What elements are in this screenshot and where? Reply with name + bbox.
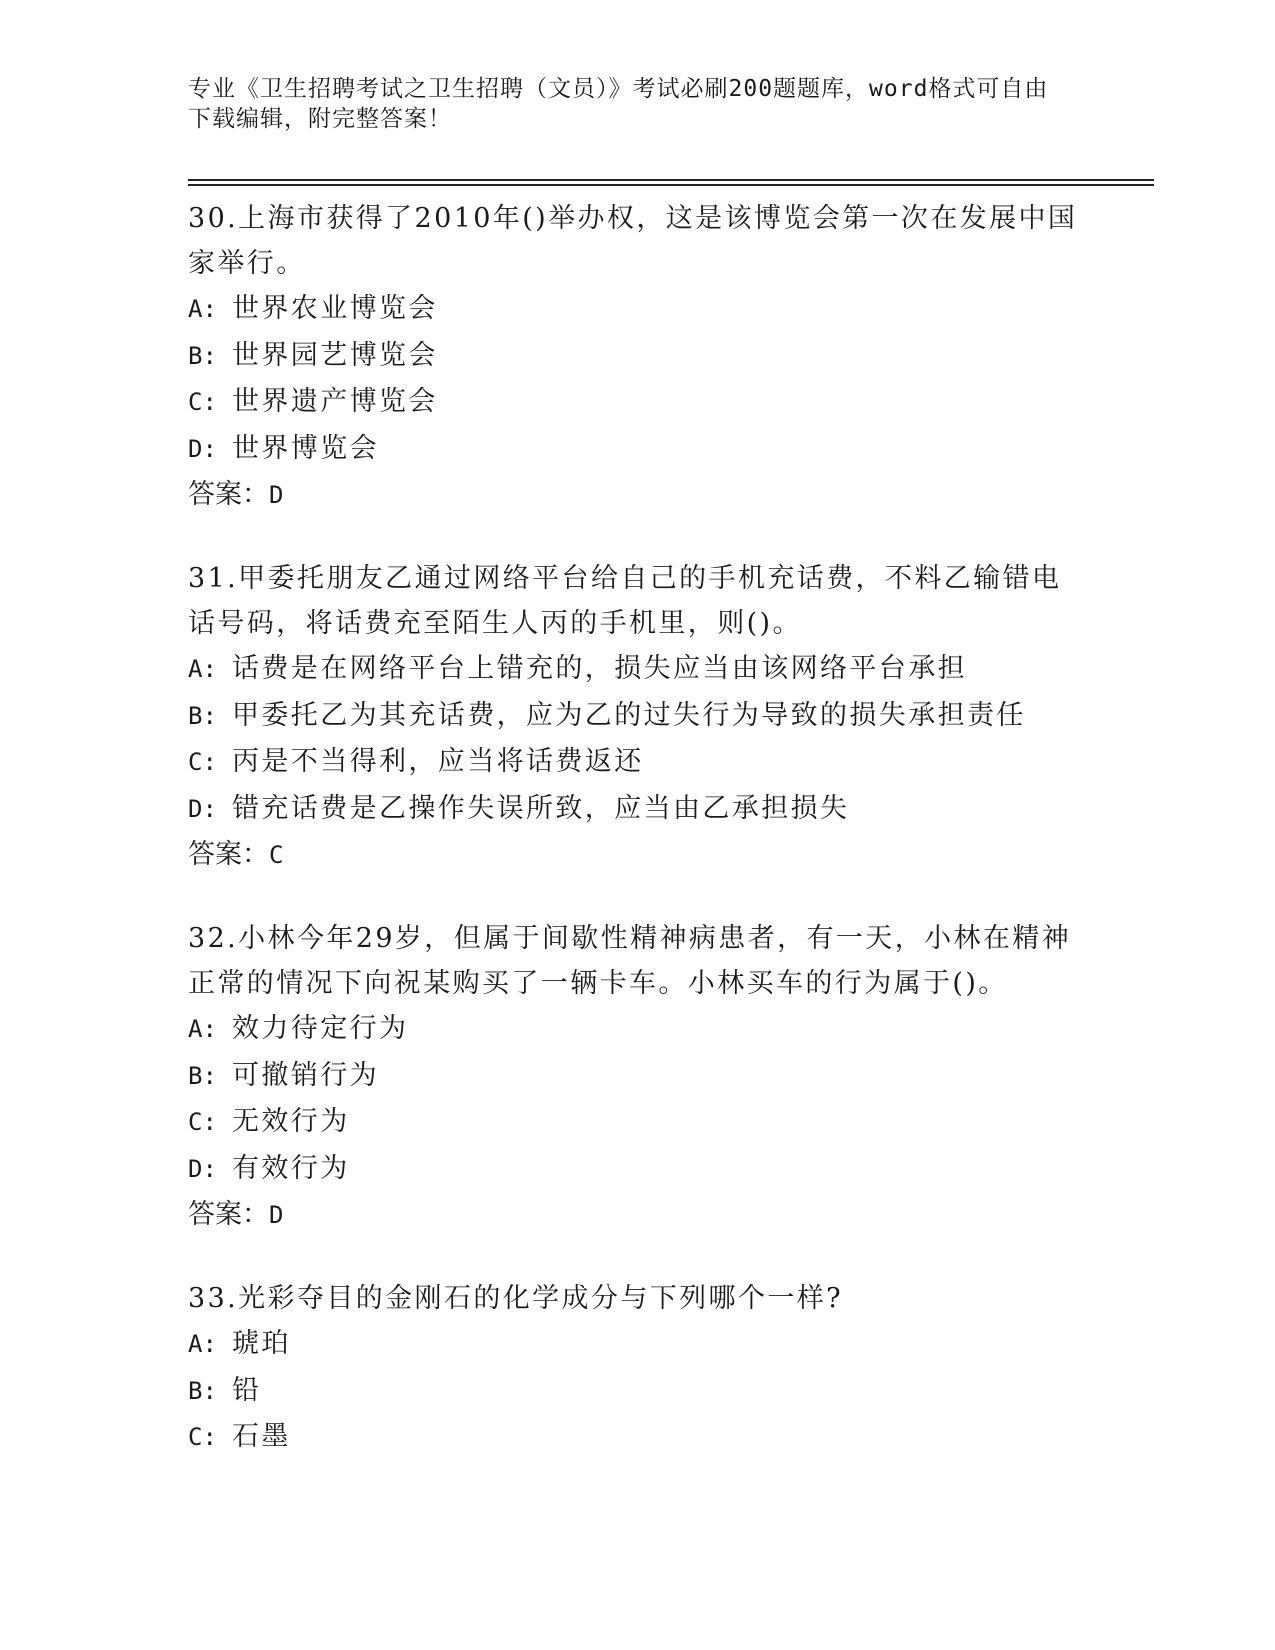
option-key: A: xyxy=(188,1330,217,1358)
option-a xyxy=(188,1006,1088,1053)
answer-value: D xyxy=(269,1201,284,1229)
option-key: A: xyxy=(188,295,217,323)
option-c xyxy=(188,379,1088,426)
question-stem: 32.小林今年29岁，但属于间歇性精神病患者，有一天，小林在精神正常的情况下向祝某购买了一辆卡车。小林买车的行为属于()。 xyxy=(188,923,1072,999)
option-key: C: xyxy=(188,748,217,776)
question-stem: 31.甲委托朋友乙通过网络平台给自己的手机充话费，不料乙输错电话号码，将话费充至陌生人丙的手机里，则()。 xyxy=(188,563,1062,639)
option-text: 铅 xyxy=(232,1374,262,1406)
option-text: 世界农业博览会 xyxy=(232,293,438,324)
option-key: B: xyxy=(188,1376,217,1405)
question-stem: 30.上海市获得了2010年()举办权，这是该博览会第一次在发展中国家举行。 xyxy=(188,203,1078,279)
question-stem: 33.光彩夺目的金刚石的化学成分与下列哪个一样? xyxy=(188,1283,844,1314)
answer-line xyxy=(188,832,1088,879)
option-key: D: xyxy=(188,1154,217,1183)
option-c xyxy=(188,1414,1088,1461)
option-text: 可撤销行为 xyxy=(232,1059,379,1091)
option-text: 有效行为 xyxy=(232,1152,350,1184)
answer-line xyxy=(188,472,1088,519)
option-key: A: xyxy=(188,1015,217,1043)
option-b xyxy=(188,1053,1088,1100)
option-b xyxy=(188,333,1088,380)
option-text: 话费是在网络平台上错充的，损失应当由该网络平台承担 xyxy=(232,653,967,684)
option-text: 错充话费是乙操作失误所致，应当由乙承担损失 xyxy=(232,792,850,824)
option-d xyxy=(188,1146,1088,1193)
option-a xyxy=(188,1321,1088,1368)
option-text: 丙是不当得利，应当将话费返还 xyxy=(232,746,644,777)
answer-label: 答案： xyxy=(188,839,269,870)
option-key: D: xyxy=(188,434,217,463)
answer-label: 答案： xyxy=(188,479,269,510)
answer-value: C xyxy=(269,841,284,869)
question-33 xyxy=(188,1276,1088,1461)
option-text: 世界园艺博览会 xyxy=(232,339,438,371)
option-text: 无效行为 xyxy=(232,1106,350,1137)
document-header: 专业《卫生招聘考试之卫生招聘（文员）》考试必刷200题题库，word格式可自由下载编辑，附完整答案！ xyxy=(188,76,1049,132)
option-text: 世界博览会 xyxy=(232,432,379,464)
option-key: B: xyxy=(188,701,217,730)
option-text: 效力待定行为 xyxy=(232,1013,409,1044)
answer-value: D xyxy=(269,481,284,509)
option-b xyxy=(188,1368,1088,1415)
option-a xyxy=(188,286,1088,333)
question-31 xyxy=(188,556,1088,879)
option-c xyxy=(188,1099,1088,1146)
option-c xyxy=(188,739,1088,786)
option-key: A: xyxy=(188,655,217,683)
answer-line xyxy=(188,1192,1088,1239)
question-32 xyxy=(188,916,1088,1239)
option-text: 甲委托乙为其充话费，应为乙的过失行为导致的损失承担责任 xyxy=(232,699,1026,731)
header-divider-bottom xyxy=(188,184,1154,186)
option-d xyxy=(188,426,1088,473)
option-text: 琥珀 xyxy=(232,1328,291,1359)
option-key: C: xyxy=(188,388,217,416)
question-30 xyxy=(188,196,1088,519)
option-key: C: xyxy=(188,1423,217,1451)
option-b xyxy=(188,693,1088,740)
option-key: D: xyxy=(188,794,217,823)
option-a xyxy=(188,646,1088,693)
option-text: 石墨 xyxy=(232,1421,291,1452)
option-key: B: xyxy=(188,1061,217,1090)
option-text: 世界遗产博览会 xyxy=(232,386,438,417)
option-d xyxy=(188,786,1088,833)
option-key: C: xyxy=(188,1108,217,1136)
header-divider-top xyxy=(188,179,1154,181)
option-key: B: xyxy=(188,341,217,370)
answer-label: 答案： xyxy=(188,1199,269,1230)
